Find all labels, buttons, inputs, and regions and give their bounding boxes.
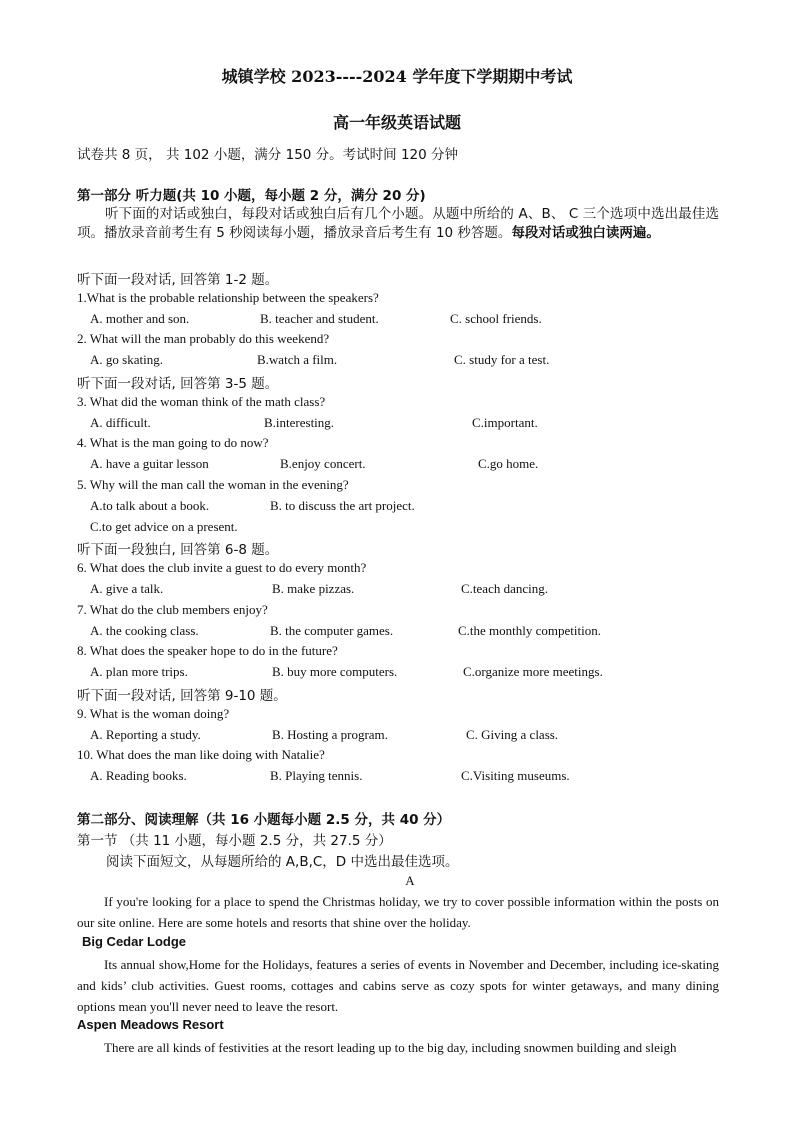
question-6: 6. What does the club invite a guest to do every month? <box>77 560 367 575</box>
question-1: 1.What is the probable relationship between the speakers? <box>77 290 379 305</box>
resort-heading-2: Aspen Meadows Resort <box>77 1017 224 1032</box>
passage-intro: If you're looking for a place to spend the Christmas holiday, we try to cover possible information within the posts on our site online. Here are some hotels and resorts that shine over the holiday. <box>77 894 719 930</box>
q8-option-c: C.organize more meetings. <box>463 664 603 679</box>
q9-option-b: B. Hosting a program. <box>272 727 388 742</box>
q4-option-b: B.enjoy concert. <box>280 456 366 471</box>
q8-option-b: B. buy more computers. <box>272 664 398 679</box>
section-prompt: 听下面一段对话, 回答第 9-10 题。 <box>77 688 287 704</box>
q1-option-c: C. school friends. <box>450 311 542 326</box>
q5-option-a: A.to talk about a book. <box>90 498 210 513</box>
q10-option-b: B. Playing tennis. <box>270 768 363 783</box>
q10-option-a: A. Reading books. <box>90 768 187 783</box>
q5-option-b: B. to discuss the art project. <box>270 498 415 513</box>
section-prompt: 听下面一段对话, 回答第 1-2 题。 <box>77 272 279 288</box>
q9-option-c: C. Giving a class. <box>466 727 559 742</box>
q1-option-a: A. mother and son. <box>90 311 190 326</box>
question-5: 5. Why will the man call the woman in the evening? <box>77 477 349 492</box>
part1-heading: 第一部分 听力题(共 10 小题，每小题 2 分，满分 20 分) <box>77 188 426 204</box>
exam-subtitle: 高一年级英语试题 <box>332 113 461 132</box>
question-3: 3. What did the woman think of the math class? <box>77 394 326 409</box>
resort-heading-1: Big Cedar Lodge <box>82 934 187 949</box>
part2-section1: 第一节 （共 11 小题，每小题 2.5 分，共 27.5 分） <box>77 833 392 849</box>
q5-option-c: C.to get advice on a present. <box>90 519 238 534</box>
question-8: 8. What does the speaker hope to do in the future? <box>77 643 338 658</box>
part1-instructions: 听下面的对话或独白，每段对话或独白后有几个小题。从题中所给的 A、B、 C 三个选项中选出最佳选项。播放录音前考生有 5 秒阅读每小题，播放录音后考生有 10 秒答题。每段对话或独白读两遍。 <box>77 206 719 241</box>
q7-option-c: C.the monthly competition. <box>458 623 601 638</box>
q2-option-c: C. study for a test. <box>454 352 550 367</box>
question-10: 10. What does the man like doing with Natalie? <box>77 747 325 762</box>
question-2: 2. What will the man probably do this weekend? <box>77 331 330 346</box>
section-prompt: 听下面一段对话, 回答第 3-5 题。 <box>77 376 279 392</box>
q3-option-a: A. difficult. <box>90 415 151 430</box>
question-4: 4. What is the man going to do now? <box>77 435 269 450</box>
exam-info: 试卷共 8 页， 共 102 小题，满分 150 分。考试时间 120 分钟 <box>77 147 459 163</box>
q4-option-a: A. have a guitar lesson <box>90 456 209 471</box>
passage-letter: A <box>405 873 415 888</box>
q10-option-c: C.Visiting museums. <box>461 768 570 783</box>
part2-heading: 第二部分、阅读理解（共 16 小题每小题 2.5 分，共 40 分） <box>77 812 451 828</box>
q6-option-c: C.teach dancing. <box>461 581 548 596</box>
q1-option-b: B. teacher and student. <box>260 311 379 326</box>
q7-option-b: B. the computer games. <box>270 623 394 638</box>
resort-paragraph-1: Its annual show,Home for the Holidays, features a series of events in November and December, including ice-skating and kids’ club activities. Guest rooms, cottages and cabins serve as cozy spots for winter getaways, and many dining options mean you'll never need to leave the resort. <box>77 957 719 1014</box>
q3-option-c: C.important. <box>472 415 538 430</box>
question-9: 9. What is the woman doing? <box>77 706 230 721</box>
part2-instruction: 阅读下面短文，从每题所给的 A,B,C，D 中选出最佳选项。 <box>106 854 459 870</box>
exam-title: 城镇学校 2023----2024 学年度下学期期中考试 <box>221 67 573 86</box>
q7-option-a: A. the cooking class. <box>90 623 199 638</box>
part1-instructions-bold: 每段对话或独白读两遍。 <box>511 225 660 241</box>
question-7: 7. What do the club members enjoy? <box>77 602 268 617</box>
q4-option-c: C.go home. <box>478 456 539 471</box>
q2-option-a: A. go skating. <box>90 352 163 367</box>
q6-option-a: A. give a talk. <box>90 581 164 596</box>
q9-option-a: A. Reporting a study. <box>90 727 201 742</box>
q6-option-b: B. make pizzas. <box>272 581 355 596</box>
section-prompt: 听下面一段独白, 回答第 6-8 题。 <box>77 542 279 558</box>
resort-paragraph-2: There are all kinds of festivities at the resort leading up to the big day, including snowmen building and sleigh <box>104 1040 677 1055</box>
q8-option-a: A. plan more trips. <box>90 664 188 679</box>
q2-option-b: B.watch a film. <box>257 352 338 367</box>
q3-option-b: B.interesting. <box>264 415 335 430</box>
